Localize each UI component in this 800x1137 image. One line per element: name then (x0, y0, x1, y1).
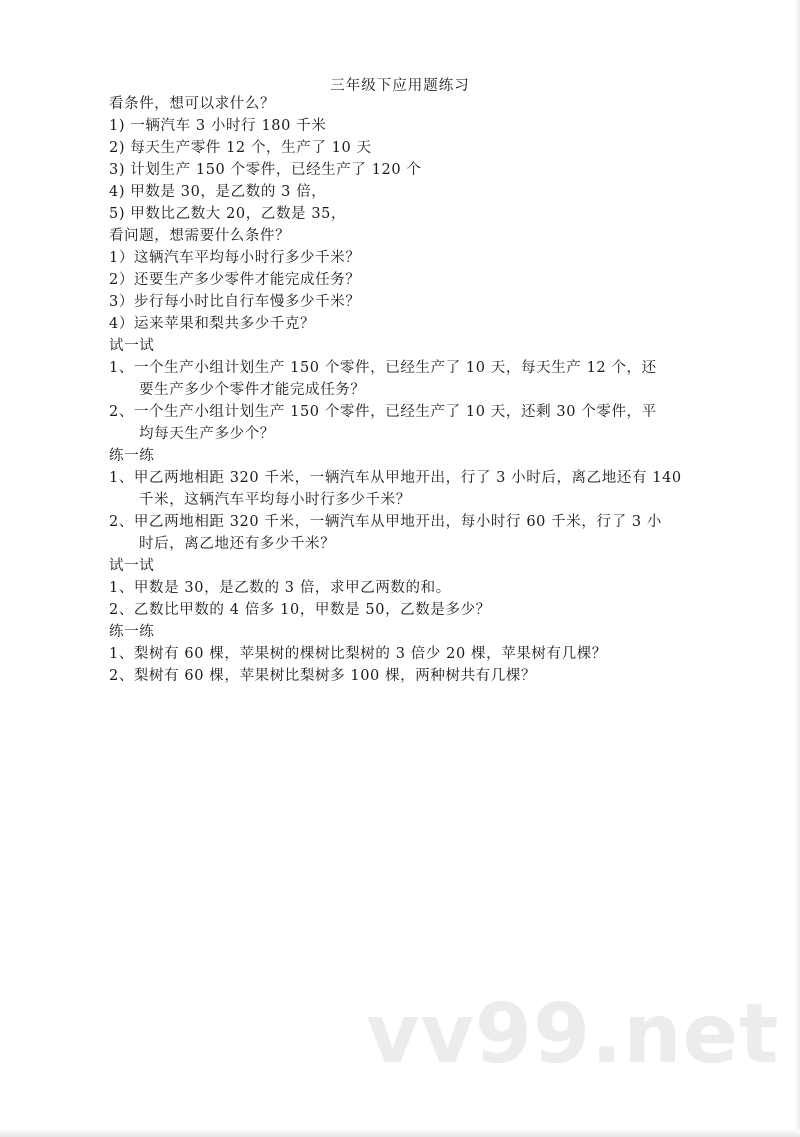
text-line: 1) 一辆汽车 3 小时行 180 千米 (109, 118, 327, 134)
text-line: 练一练 (109, 624, 155, 640)
document-body (109, 93, 699, 687)
text-line: 2、一个生产小组计划生产 150 个零件，已经生产了 10 天，还剩 30 个零件，平 (109, 404, 657, 420)
text-line: 4) 甲数是 30，是乙数的 3 倍， (109, 184, 327, 200)
text-line: 3）步行每小时比自行车慢多少千米？ (109, 294, 361, 310)
page-title: 三年级下应用题练习 (330, 78, 470, 94)
text-line: 时后，离乙地还有多少千米？ (139, 536, 336, 552)
text-line: 2、甲乙两地相距 320 千米，一辆汽车从甲地开出，每小时行 60 千米，行了 3 小 (109, 514, 663, 530)
text-line: 试一试 (109, 558, 155, 574)
page-edge-shadow-right (794, 0, 800, 1137)
text-line: 千米，这辆汽车平均每小时行多少千米？ (139, 492, 411, 508)
text-line: 1）这辆汽车平均每小时行多少千米？ (109, 250, 361, 266)
text-line: 看条件，想可以求什么？ (109, 96, 276, 112)
text-line: 3) 计划生产 150 个零件，已经生产了 120 个 (109, 162, 422, 178)
watermark-text: vv99.net (366, 987, 780, 1082)
text-line: 5) 甲数比乙数大 20，乙数是 35， (109, 206, 347, 222)
text-line: 4）运来苹果和梨共多少千克？ (109, 316, 316, 332)
text-line: 2、梨树有 60 棵，苹果树比梨树多 100 棵，两种树共有几棵？ (109, 668, 537, 684)
text-line: 2) 每天生产零件 12 个，生产了 10 天 (109, 140, 372, 156)
text-line: 1、甲数是 30，是乙数的 3 倍，求甲乙两数的和。 (109, 580, 451, 596)
page-edge-shadow-bottom (0, 1129, 800, 1137)
text-line: 1、甲乙两地相距 320 千米，一辆汽车从甲地开出，行了 3 小时后，离乙地还有 140 (109, 470, 682, 486)
text-line: 2、乙数比甲数的 4 倍多 10，甲数是 50，乙数是多少？ (109, 602, 491, 618)
text-line: 均每天生产多少个？ (139, 426, 275, 442)
text-line: 2）还要生产多少零件才能完成任务？ (109, 272, 361, 288)
text-line: 练一练 (109, 448, 155, 464)
text-line: 要生产多少个零件才能完成任务？ (139, 382, 366, 398)
text-line: 1、梨树有 60 棵，苹果树的棵树比梨树的 3 倍少 20 棵，苹果树有几棵？ (109, 646, 607, 662)
text-line: 1、一个生产小组计划生产 150 个零件，已经生产了 10 天，每天生产 12 个，还 (109, 360, 657, 376)
text-line: 试一试 (109, 338, 155, 354)
text-line: 看问题，想需要什么条件？ (109, 228, 291, 244)
